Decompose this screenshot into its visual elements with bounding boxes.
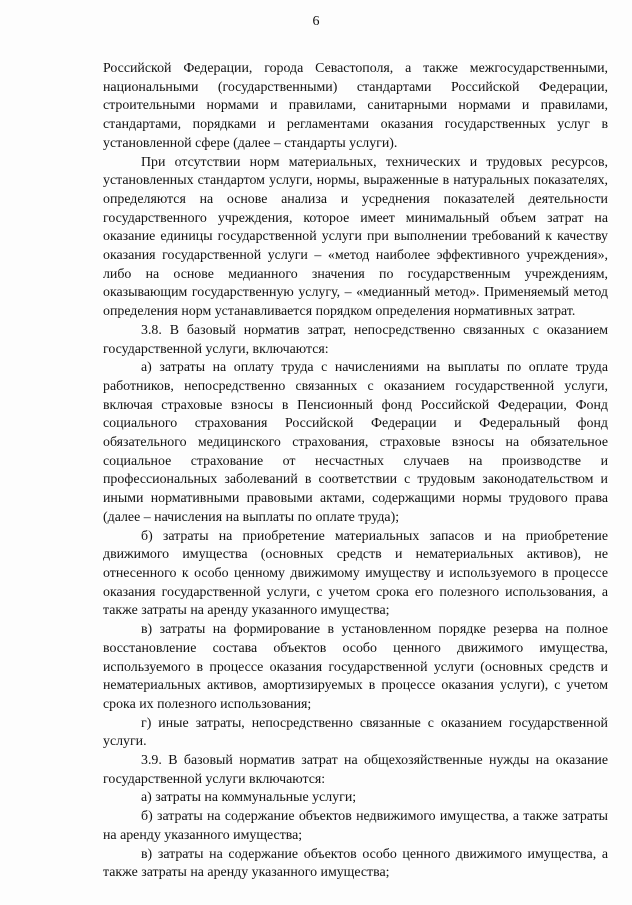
paragraph: в) затраты на формирование в установленном порядке резерва на полное восстановление состава объектов особо ценного движимого имущества, используемого в процессе оказания государственной услуги (основных средств и нематериальных активов, амортизируемых в процессе оказания услуги), с учетом срока их полезного использования;: [103, 622, 608, 712]
paragraph: 3.8. В базовый норматив затрат, непосредственно связанных с оказанием государственной услуги, включаются:: [103, 322, 608, 357]
page-number: 6: [312, 14, 320, 29]
paragraph: При отсутствии норм материальных, технических и трудовых ресурсов, установленных стандартом услуги, нормы, выраженные в натуральных показателях, определяются на основе анализа и усреднения показателей деятельности государственного учреждения, которое имеет минимальный объем затрат на оказание единицы государственной услуги при выполнении требований к качеству оказания государственной услуги – «метод наиболее эффективного учреждения», либо на основе медианного значения по государственным учреждениям, оказывающим государственную услугу, – «медианный метод». Применяемый метод определения норм устанавливается порядком определения нормативных затрат.: [103, 154, 608, 320]
paragraph: Российской Федерации, города Севастополя, а также межгосударственными, национальными (государственными) стандартами Российской Федерации, строительными нормами и правилами, санитарными нормами и правилами, стандартами, порядками и регламентами оказания государственных услуг в установленной сфере (далее – стандарты услуги).: [103, 61, 608, 151]
paragraph: а) затраты на оплату труда с начислениями на выплаты по оплате труда работников, непосредственно связанных с оказанием государственной услуги, включая страховые взносы в Пенсионный фонд Российской Федерации, Фонд социального страхования Российской Федерации и Федеральный фонд обязательного медицинского страхования, страховые взносы на обязательное социальное страхование от несчастных случаев на производстве и профессиональных заболеваний в соответствии с трудовым законодательством и иными нормативными правовыми актами, содержащими нормы трудового права (далее – начисления на выплаты по оплате труда);: [103, 360, 608, 525]
scan-edge: [0, 884, 632, 894]
paragraph: а) затраты на коммунальные услуги;: [141, 790, 357, 806]
paragraph: б) затраты на содержание объектов недвижимого имущества, а также затраты на аренду указанного имущества;: [103, 809, 608, 843]
paragraph: в) затраты на содержание объектов особо ценного движимого имущества, а также затраты на аренду указанного имущества;: [103, 846, 608, 881]
paragraph: 3.9. В базовый норматив затрат на общехозяйственные нужды на оказание государственной услуги включаются:: [103, 753, 608, 787]
paragraph: г) иные затраты, непосредственно связанные с оказанием государственной услуги.: [103, 715, 608, 750]
paragraph: б) затраты на приобретение материальных запасов и на приобретение движимого имущества (основных средств и нематериальных активов), не отнесенного к особо ценному движимому имуществу и используемого в процессе оказания государственной услуги, с учетом срока его полезного использования, а также затраты на аренду указанного имущества;: [103, 528, 608, 619]
document-body: [103, 60, 608, 883]
